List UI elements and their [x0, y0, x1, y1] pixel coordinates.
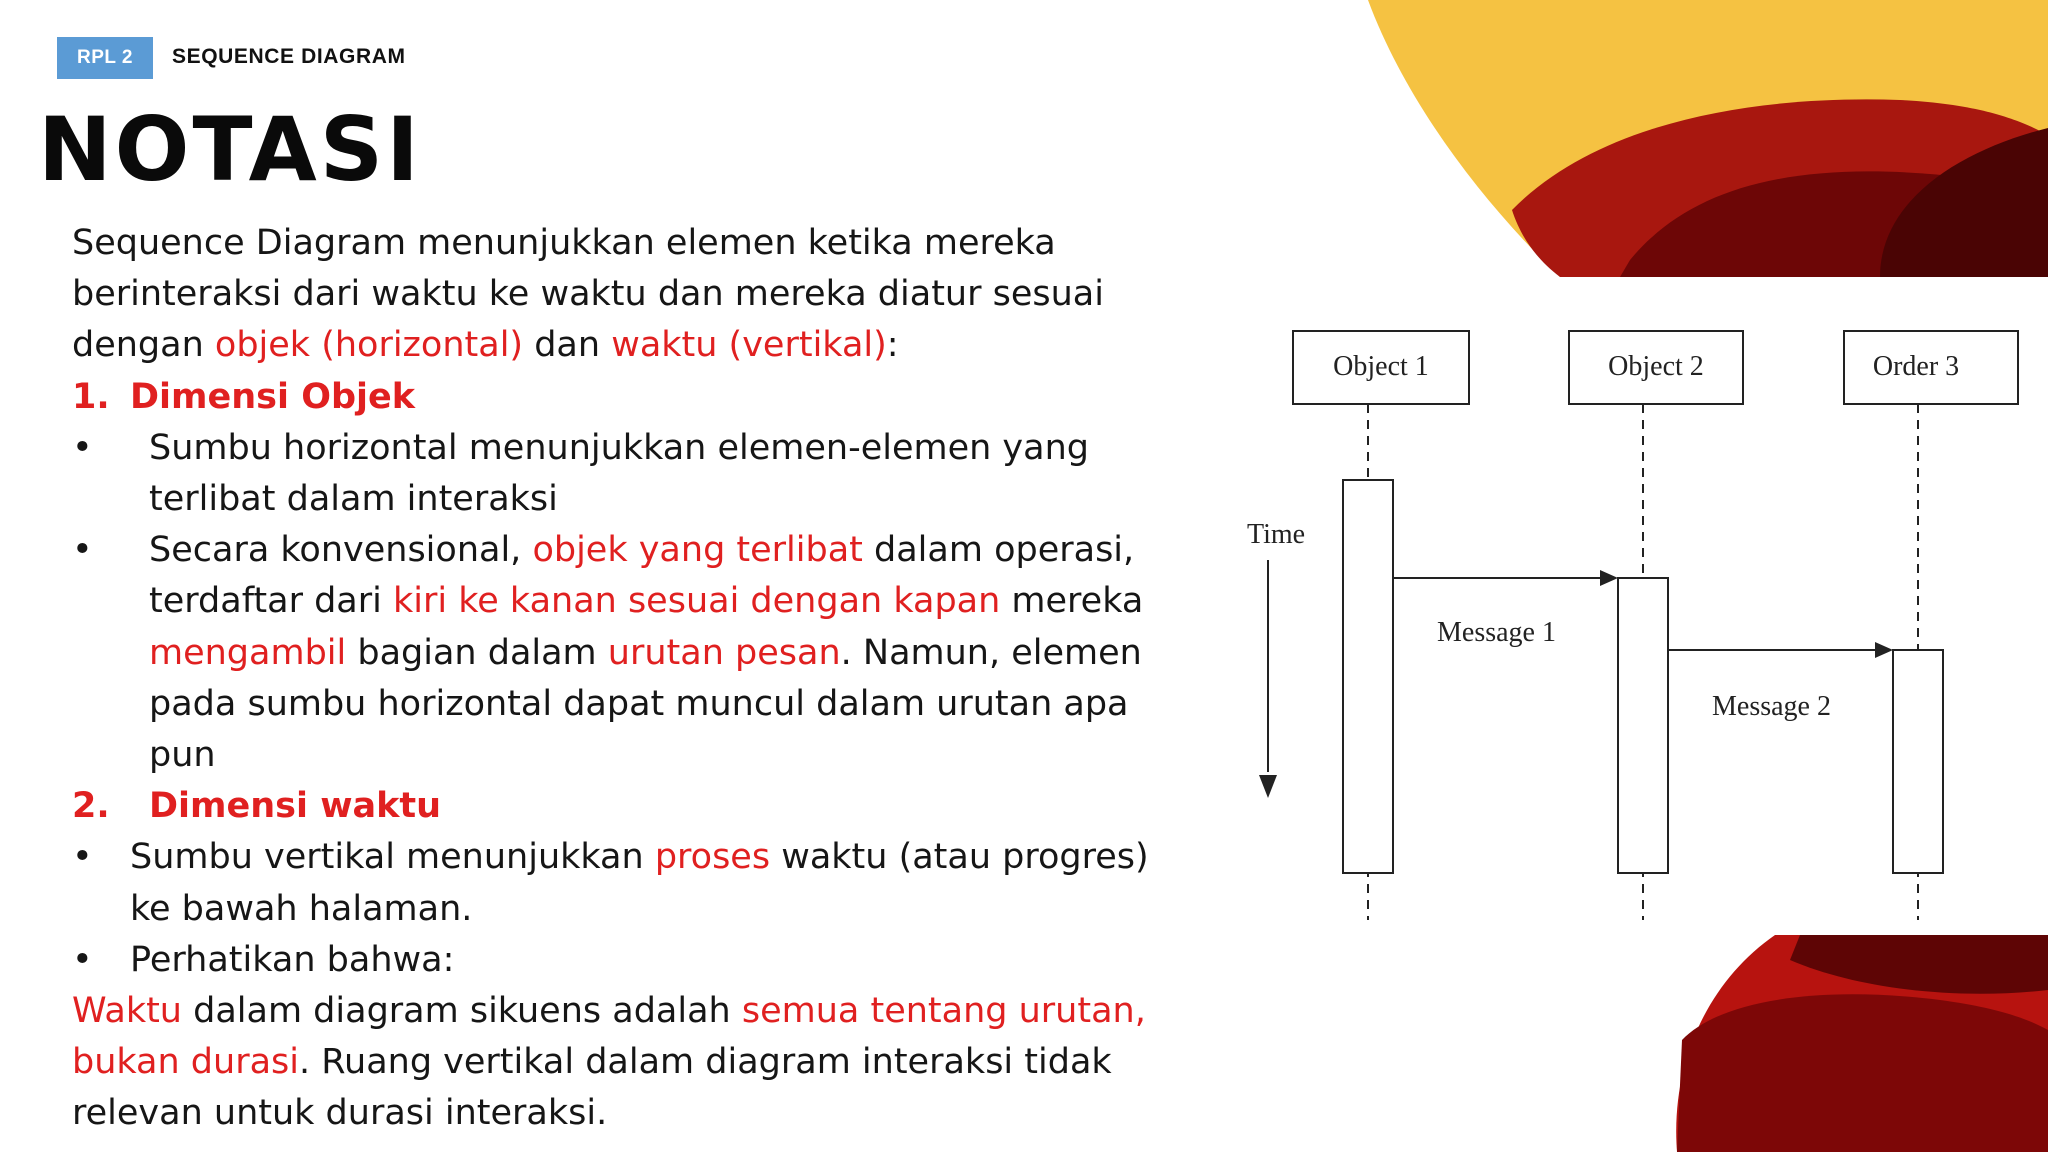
s1-bullet-2-text: Secara konvensional, objek yang terlibat dalam operasi, terdaftar dari kiri ke kanan sesuai dengan kapan mereka mengambil bagian dalam urutan pesan. Namun, elemen pada sumbu horizontal dapat muncul dalam urutan apa pun [149, 530, 1144, 776]
time-arrowhead [1259, 775, 1277, 798]
message-label-1: Message 1 [1437, 617, 1556, 648]
s1-bullet-1-text: Sumbu horizontal menunjukkan elemen-elemen yang terlibat dalam interaksi [149, 427, 1089, 520]
intro-paragraph: Sequence Diagram menunjukkan elemen ketika mereka berinteraksi dari waktu ke waktu dan mereka diatur sesuai dengan objek (horizontal) dan waktu (vertikal): [72, 223, 1104, 366]
s2-bullet-1 [72, 832, 1152, 934]
highlight-waktu: waktu (vertikal) [611, 325, 887, 366]
time-label: Time [1247, 519, 1306, 550]
activation-1 [1343, 480, 1393, 873]
section-1-marker: 1. [72, 376, 110, 417]
s2-bullet-1-text: Sumbu vertikal menunjukkan proses waktu (atau progres) ke bawah halaman. [130, 837, 1149, 929]
s2-bullet-2 [72, 935, 1152, 986]
course-badge: RPL 2 [57, 37, 153, 79]
section-2-heading [72, 781, 1152, 832]
arrowhead-2 [1875, 642, 1893, 658]
s2-bullet-2-text: Perhatikan bahwa: [130, 939, 455, 980]
message-label-2: Message 2 [1712, 691, 1831, 722]
section-2-title: Dimensi waktu [149, 786, 442, 827]
slide-title: NOTASI [38, 98, 422, 201]
activation-3 [1893, 650, 1943, 873]
slide-body [72, 218, 1152, 1140]
bullet-marker: • [72, 427, 93, 468]
object-label-1: Object 1 [1333, 351, 1429, 382]
closing-paragraph: Waktu dalam diagram sikuens adalah semua tentang urutan, bukan durasi. Ruang vertikal dalam diagram interaksi tidak relevan untuk durasi interaksi. [72, 991, 1146, 1134]
section-1-heading [72, 372, 1152, 423]
highlight-objek: objek (horizontal) [214, 325, 524, 366]
object-label-3: Order 3 [1872, 351, 1960, 382]
bullet-marker: • [72, 939, 93, 980]
deco-bottom-dark [1677, 994, 2048, 1152]
sequence-diagram [1200, 320, 2040, 940]
s1-bullet-1 [72, 423, 1152, 525]
arrowhead-1 [1600, 570, 1618, 586]
activation-2 [1618, 578, 1668, 873]
bullet-marker: • [72, 530, 93, 571]
slide-subject: SEQUENCE DIAGRAM [172, 45, 406, 68]
bullet-marker: • [72, 837, 93, 878]
object-label-2: Object 2 [1608, 351, 1704, 382]
section-1-title: Dimensi Objek [130, 376, 416, 417]
section-2-marker: 2. [72, 786, 110, 827]
s1-bullet-2 [72, 525, 1152, 781]
